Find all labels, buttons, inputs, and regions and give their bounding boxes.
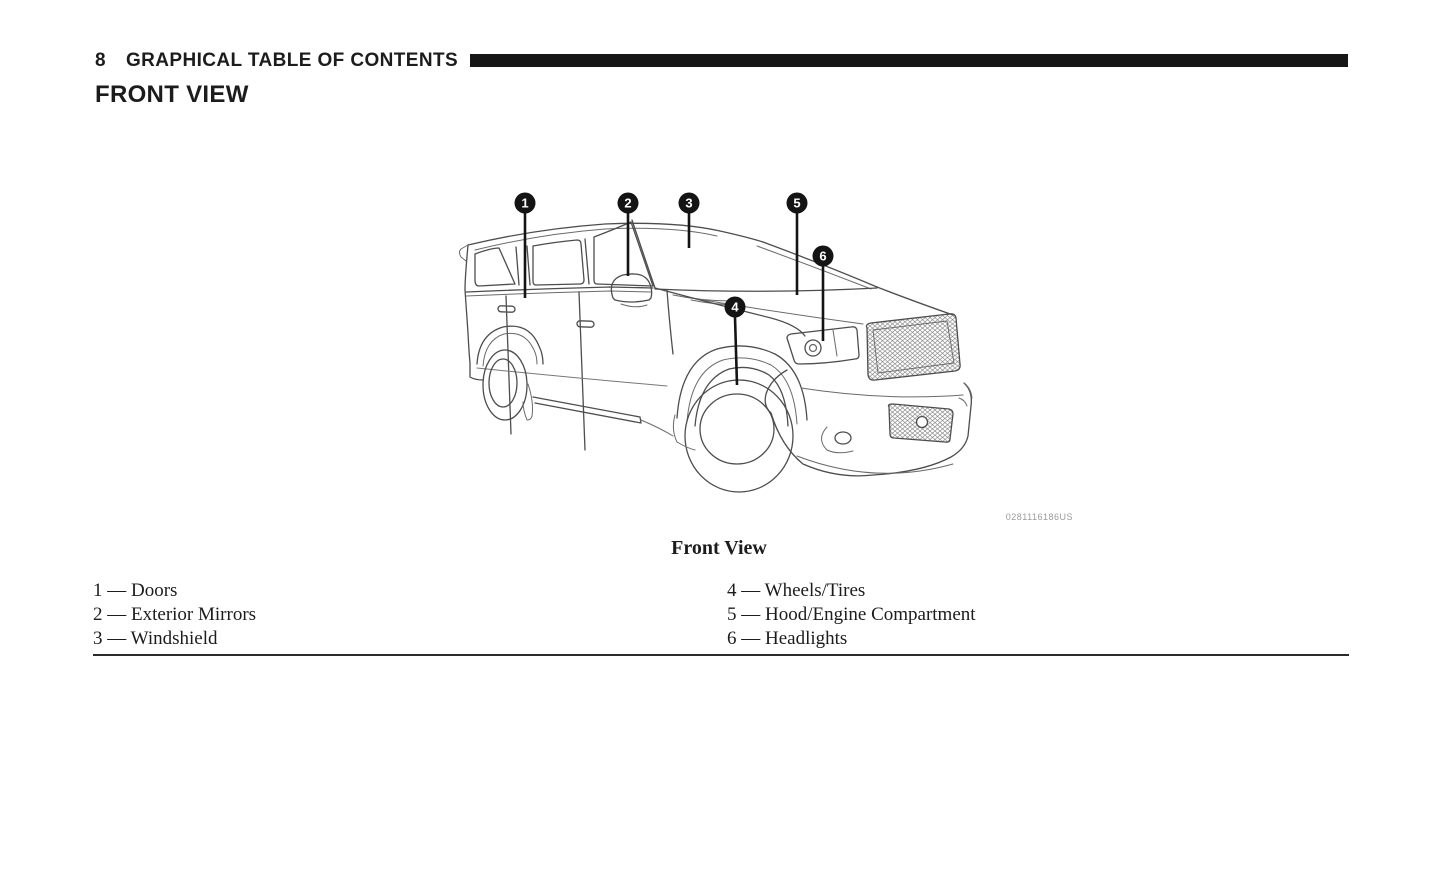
callout-number-4: 4 — [731, 299, 739, 315]
page-number: 8 — [95, 50, 106, 71]
legend-item-wheels-tires: 4 — Wheels/Tires — [727, 580, 866, 601]
header-bar — [470, 54, 1348, 67]
legend-divider-rule — [93, 654, 1349, 656]
callout-stems — [525, 213, 823, 385]
section-heading: FRONT VIEW — [95, 81, 249, 108]
body-crease — [477, 368, 667, 386]
vehicle-front-view-drawing — [435, 158, 1095, 533]
legend-item-hood-engine-compartment: 5 — Hood/Engine Compartment — [727, 604, 976, 625]
legend-item-exterior-mirrors: 2 — Exterior Mirrors — [93, 604, 257, 625]
grille — [867, 314, 961, 380]
legend-right-column — [727, 579, 976, 651]
figure-caption: Front View — [671, 537, 767, 559]
callout-number-6: 6 — [819, 248, 827, 264]
callout-number-3: 3 — [685, 195, 693, 211]
hood-crease — [685, 297, 863, 324]
header-title: GRAPHICAL TABLE OF CONTENTS — [126, 50, 459, 71]
callout-number-1: 1 — [521, 195, 529, 211]
rear-edge — [465, 245, 483, 380]
figure-watermark: 0281116186US — [1005, 512, 1073, 522]
rear-door-window — [533, 240, 584, 285]
legend-item-windshield: 3 — Windshield — [93, 628, 218, 649]
callout-number-5: 5 — [793, 195, 801, 211]
callout-number-2: 2 — [624, 195, 632, 211]
roof-rack — [475, 228, 717, 250]
legend-item-doors: 1 — Doors — [93, 580, 178, 601]
bumper-crease — [801, 388, 963, 397]
legend-left-column — [93, 579, 256, 651]
fog-lamp — [835, 432, 851, 444]
windshield-base — [655, 288, 877, 291]
headlight-projector — [805, 340, 821, 356]
hood-edge — [877, 287, 953, 315]
vehicle-figure — [435, 158, 1095, 533]
front-rim — [700, 394, 774, 464]
windshield-pillar — [632, 220, 655, 288]
rear-wheel-arch — [477, 326, 543, 364]
legend-item-headlights: 6 — Headlights — [727, 628, 848, 649]
running-board — [533, 397, 641, 423]
quarter-window — [475, 248, 515, 286]
rear-rim — [489, 359, 517, 407]
door-cut-lines — [506, 290, 673, 450]
suv-line-art — [460, 220, 973, 492]
front-sensor — [917, 417, 928, 428]
callout-badges — [515, 193, 834, 318]
callout-stem-4 — [735, 317, 737, 385]
